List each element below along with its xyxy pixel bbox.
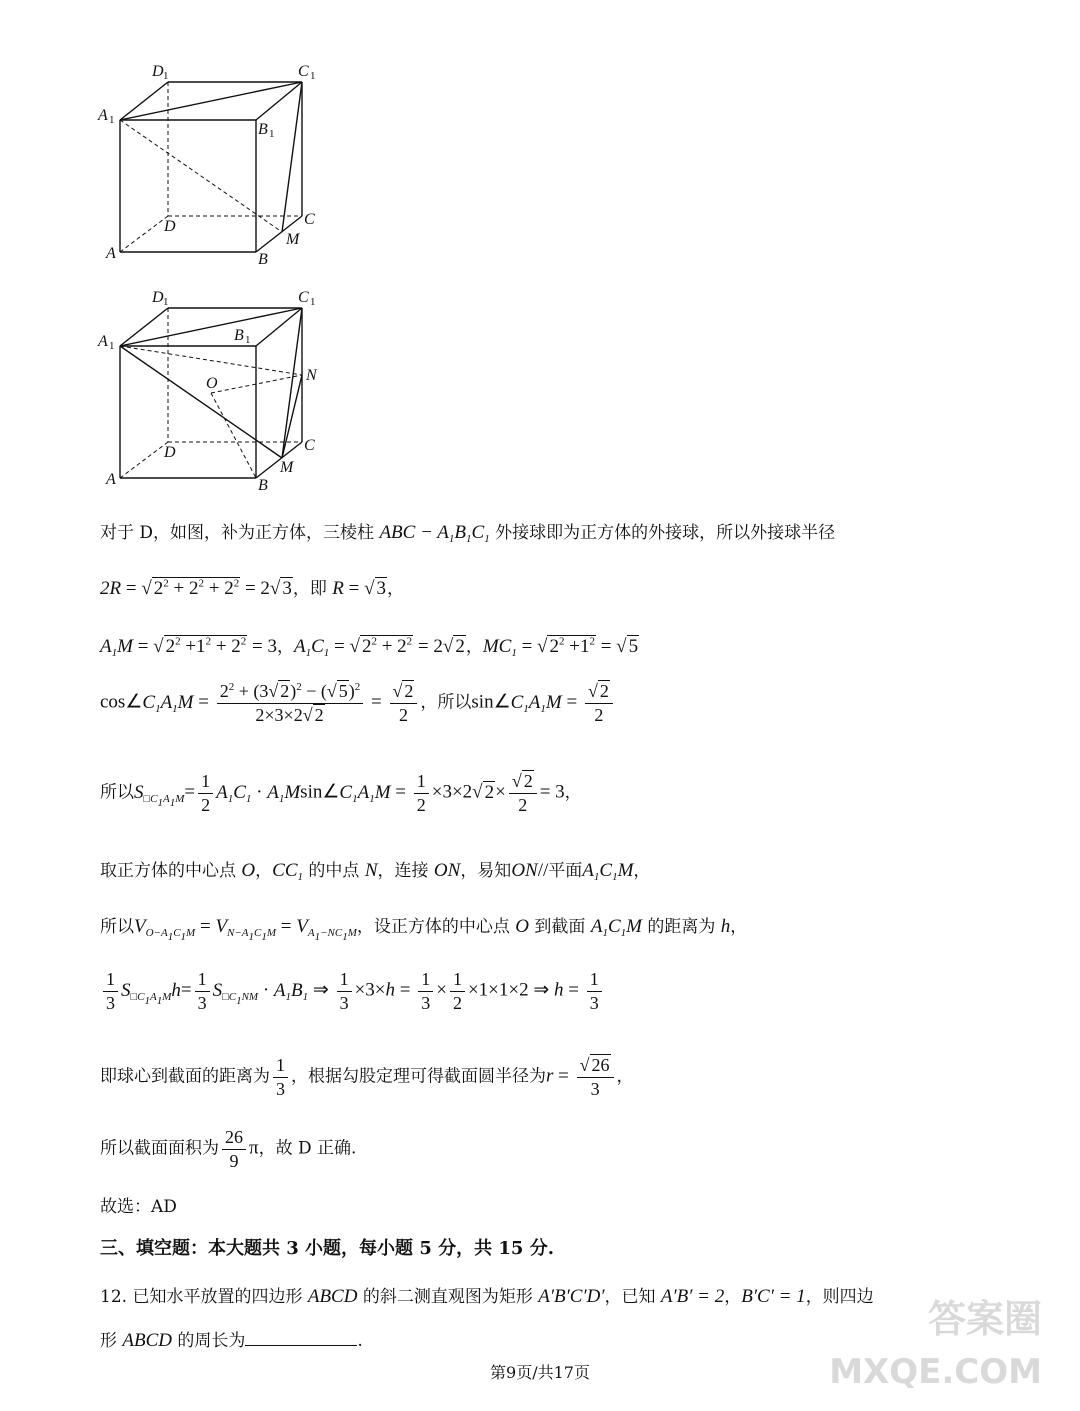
- label-N: N: [306, 367, 317, 384]
- label-C1: C: [298, 63, 309, 80]
- label-A1: A: [98, 333, 108, 350]
- watermark-bottom: MXQE.COM: [829, 1352, 1042, 1392]
- label-D: D: [164, 218, 176, 235]
- label-A: A: [106, 245, 116, 262]
- section-heading: 三、填空题：本大题共 3 小题，每小题 5 分，共 15 分.: [100, 1238, 554, 1259]
- answer-blank[interactable]: [245, 1331, 357, 1346]
- solution-line-2: 2R = √ $2^2 + 2^2 + 2^2 = 2√$ 3，即 R = √ 3，: [100, 577, 405, 599]
- label-B: B: [258, 251, 268, 268]
- label-B1: B: [234, 327, 244, 344]
- label-C: C: [304, 437, 315, 454]
- solution-line-7: 所以$V_{O-A_1C_1M} = V_{N-A_1C_1M} = V_{A_1-NC_1M}$，设正方体的中心点 O 到截面 $A_1C_1M$ 的距离为 h，: [100, 916, 748, 943]
- solution-line-3: $A_1M$ = √ $2^2 +1^2 + 2^2 = 3$，$A_1C_1$ = √ $2^2 + 2^2 = 2√$ 2，$MC_1$ = √ $2^2 +1^2$ = √ 5: [100, 635, 639, 659]
- watermark-top: 答案圈: [927, 1297, 1042, 1341]
- label-D1: D: [152, 63, 164, 80]
- svg-text:1: 1: [109, 114, 115, 126]
- label-B: B: [258, 477, 268, 494]
- label-O: O: [206, 375, 218, 392]
- answer-choice: 故选：AD: [100, 1197, 177, 1217]
- page-footer: 第9页/共17页: [490, 1363, 590, 1382]
- cos-fraction: $\frac{2^2 + (3√ 2)^2 - (√ 5)^2}{2\times 3\times 2√ 2}$: [217, 680, 364, 726]
- solution-line-6: 取正方体的中心点 O，$CC_1$ 的中点 N，连接 ON，易知ON//平面$A_1C_1M$，: [100, 860, 651, 883]
- solution-line-8: $\frac{1}{3}$ $S_{□C_1A_1M}h=$ $\frac{1}{3}$ $S_{□C_1NM} \cdot A_1B_1$ ⇒ $\frac{1}{3}$ ×3×h = $\frac{1}{3}$ × $\frac{1}{2}$ ×1×1×2 ⇒ h = $\frac{1}{3}$: [100, 968, 605, 1014]
- solution-line-9: 即球心到截面的距离为 $\frac{1}{3}$ ，根据勾股定理可得截面圆半径为r = $\frac{√ 26}{3}$ ，: [100, 1055, 634, 1099]
- label-D1: D: [152, 289, 164, 306]
- svg-text:1: 1: [269, 128, 275, 140]
- label-C: C: [304, 211, 315, 228]
- label-C1: C: [298, 289, 309, 306]
- svg-text:1: 1: [109, 340, 115, 352]
- solution-line-4: $\cos\angle C_1A_1M$ = $\frac{2^2 + (3√ 2)^2 - (√ 5)^2}{2\times 3\times 2√ 2}$ = $\frac{√ 2}{2}$ ，所以$\sin\angle C_1A_1M$ = $\frac{√ 2}{2}$: [100, 680, 616, 726]
- label-A: A: [106, 471, 116, 488]
- label-A1: A: [98, 107, 108, 124]
- question-12-continued: 形 ABCD 的周长为 .: [100, 1330, 363, 1351]
- svg-text:1: 1: [163, 70, 169, 82]
- label-M: M: [286, 231, 300, 248]
- svg-text:1: 1: [245, 334, 251, 346]
- label-D: D: [164, 444, 176, 461]
- svg-text:1: 1: [163, 296, 169, 308]
- svg-text:1: 1: [310, 70, 316, 82]
- label-M: M: [280, 459, 294, 476]
- question-12: 12. 已知水平放置的四边形 ABCD 的斜二测直观图为矩形 A′B′C′D′，已知 A′B′ = 2，B′C′ = 1，则四边: [100, 1286, 874, 1307]
- prism-expression: ABC − $A_1B_1C_1$: [379, 522, 490, 545]
- label-B1: B: [258, 121, 268, 138]
- solution-line-10: 所以截面面积为 $\frac{26}{9}$ π，故 D 正确.: [100, 1127, 357, 1171]
- cube-figure-1: [96, 58, 336, 273]
- solution-line-1: 对于 D，如图，补为正方体，三棱柱 ABC − $A_1B_1C_1$ 外接球即为正方体的外接球，所以外接球半径: [100, 522, 836, 545]
- radius-equation: 2R: [100, 578, 122, 599]
- cube-figure-2: [96, 282, 336, 497]
- svg-text:1: 1: [310, 296, 316, 308]
- solution-line-5: 所以$S_{□C_1A_1M}=$ $\frac{1}{2}$ $A_1C_1$ · $A_1Msin\angle C_1A_1M$ = $\frac{1}{2}$ ×3×2√ 2× $\frac{√ 2}{2}$ = 3，: [100, 771, 582, 815]
